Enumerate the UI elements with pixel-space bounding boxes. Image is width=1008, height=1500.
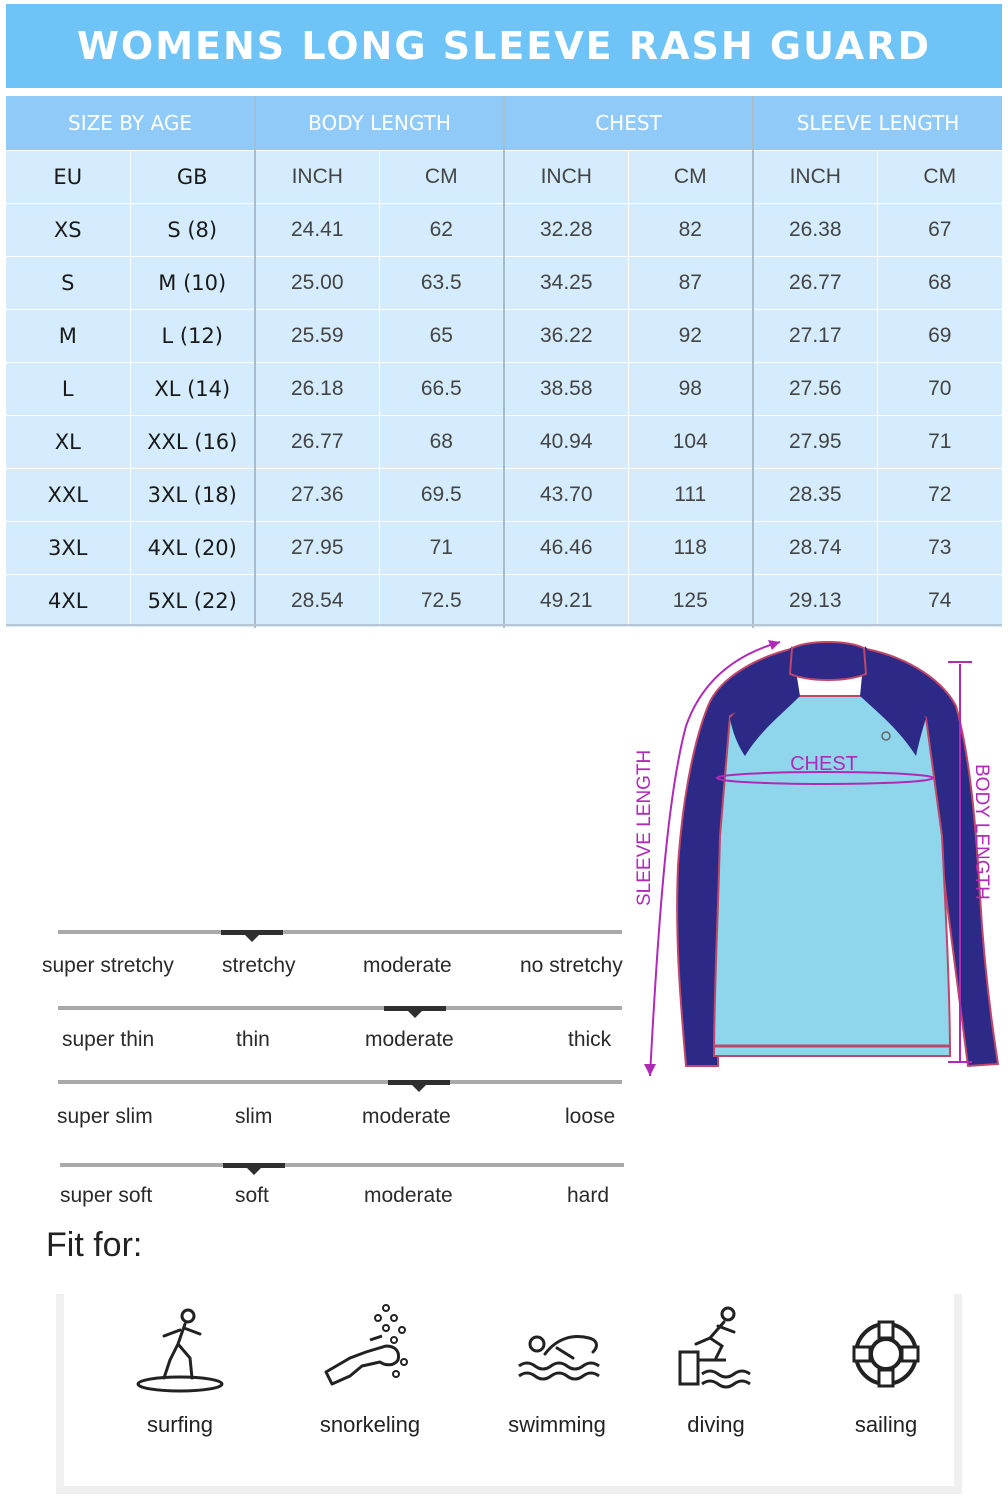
scale-label: stretchy xyxy=(222,954,296,977)
table-row xyxy=(6,522,1002,575)
fit-scale-marker xyxy=(388,1080,450,1085)
cell-body-cm: 62 xyxy=(379,204,504,257)
group-header-sleeve-length: SLEEVE LENGTH xyxy=(753,96,1002,151)
cell-chest-inch: 46.46 xyxy=(504,522,628,575)
cell-chest-inch: 38.58 xyxy=(504,363,628,416)
table-bottom-border xyxy=(6,624,1002,626)
unit-header-chest-inch: INCH xyxy=(504,151,628,204)
size-chart-table xyxy=(6,96,1002,628)
surfing-icon xyxy=(130,1300,230,1400)
cell-sleeve-cm: 68 xyxy=(877,257,1002,310)
table-row xyxy=(6,575,1002,628)
activity-label-sailing: sailing xyxy=(854,1412,918,1437)
body-length-label: BODY LENGTH xyxy=(971,764,992,900)
scale-label: super soft xyxy=(60,1184,153,1207)
table-group-header-row xyxy=(6,96,1002,151)
cell-gb: M (10) xyxy=(130,257,255,310)
scale-label: moderate xyxy=(365,1028,454,1051)
chest-label: CHEST xyxy=(790,753,858,775)
cell-chest-cm: 118 xyxy=(628,522,753,575)
cell-sleeve-inch: 27.56 xyxy=(753,363,877,416)
activity-snorkeling xyxy=(290,1300,450,1400)
cell-body-inch: 24.41 xyxy=(255,204,379,257)
sleeve-measure-arrow-bottom xyxy=(644,1064,656,1076)
scale-label: moderate xyxy=(362,1105,451,1128)
activity-diving xyxy=(636,1300,796,1400)
cell-eu: 4XL xyxy=(6,575,130,628)
cell-eu: XS xyxy=(6,204,130,257)
cell-sleeve-inch: 26.77 xyxy=(753,257,877,310)
scale-label: hard xyxy=(567,1184,610,1207)
cell-eu: L xyxy=(6,363,130,416)
cell-body-inch: 27.95 xyxy=(255,522,379,575)
scale-label: super thin xyxy=(62,1028,155,1051)
scale-label: moderate xyxy=(363,954,452,977)
cell-body-cm: 68 xyxy=(379,416,504,469)
stretch-scale-marker xyxy=(221,930,283,935)
scale-label: thick xyxy=(568,1028,612,1051)
cell-sleeve-inch: 29.13 xyxy=(753,575,877,628)
rash-guard-diagram xyxy=(620,636,1004,1086)
cell-eu: XXL xyxy=(6,469,130,522)
cell-body-cm: 63.5 xyxy=(379,257,504,310)
table-row xyxy=(6,469,1002,522)
cell-eu: S xyxy=(6,257,130,310)
unit-header-chest-cm: CM xyxy=(628,151,753,204)
activity-label-surfing: surfing xyxy=(146,1412,214,1437)
softness-scale-marker xyxy=(223,1163,285,1168)
cell-sleeve-cm: 69 xyxy=(877,310,1002,363)
cell-body-cm: 65 xyxy=(379,310,504,363)
cell-chest-inch: 36.22 xyxy=(504,310,628,363)
scale-label: soft xyxy=(235,1184,269,1207)
cell-body-cm: 71 xyxy=(379,522,504,575)
cell-sleeve-inch: 28.35 xyxy=(753,469,877,522)
cell-chest-inch: 40.94 xyxy=(504,416,628,469)
activity-label-snorkeling: snorkeling xyxy=(319,1412,421,1437)
unit-header-gb: GB xyxy=(130,151,255,204)
activity-surfing xyxy=(100,1300,260,1400)
cell-sleeve-cm: 71 xyxy=(877,416,1002,469)
table-row xyxy=(6,310,1002,363)
cell-sleeve-cm: 70 xyxy=(877,363,1002,416)
cell-body-cm: 72.5 xyxy=(379,575,504,628)
table-row xyxy=(6,257,1002,310)
page-title: WOMENS LONG SLEEVE RASH GUARD xyxy=(76,24,932,68)
cell-gb: L (12) xyxy=(130,310,255,363)
unit-header-eu: EU xyxy=(6,151,130,204)
cell-gb: XXL (16) xyxy=(130,416,255,469)
thickness-scale-track xyxy=(58,1006,622,1010)
cell-chest-cm: 104 xyxy=(628,416,753,469)
activity-label-diving: diving xyxy=(687,1412,745,1437)
scale-label: moderate xyxy=(364,1184,453,1207)
cell-chest-cm: 111 xyxy=(628,469,753,522)
cell-sleeve-cm: 72 xyxy=(877,469,1002,522)
fit-for-title: Fit for: xyxy=(46,1226,143,1264)
table-unit-header-row xyxy=(6,151,1002,204)
group-header-body-length: BODY LENGTH xyxy=(255,96,504,151)
snorkeling-icon xyxy=(320,1300,420,1400)
cell-chest-inch: 49.21 xyxy=(504,575,628,628)
cell-gb: XL (14) xyxy=(130,363,255,416)
cell-body-inch: 26.77 xyxy=(255,416,379,469)
cell-body-inch: 28.54 xyxy=(255,575,379,628)
cell-chest-inch: 34.25 xyxy=(504,257,628,310)
lifebuoy-icon xyxy=(836,1300,936,1400)
thickness-scale-marker xyxy=(384,1006,446,1011)
activity-label-swimming: swimming xyxy=(508,1412,606,1437)
activity-swimming xyxy=(477,1300,637,1400)
cell-eu: M xyxy=(6,310,130,363)
sleeve-length-label: SLEEVE LENGTH xyxy=(634,749,655,906)
group-header-chest: CHEST xyxy=(504,96,753,151)
cell-body-inch: 26.18 xyxy=(255,363,379,416)
diving-icon xyxy=(666,1300,766,1400)
scale-label: loose xyxy=(565,1105,616,1128)
cell-sleeve-inch: 27.95 xyxy=(753,416,877,469)
cell-chest-cm: 92 xyxy=(628,310,753,363)
collar xyxy=(790,642,866,680)
cell-body-inch: 25.00 xyxy=(255,257,379,310)
scale-label: super stretchy xyxy=(42,954,174,977)
swimming-icon xyxy=(507,1300,607,1400)
cell-sleeve-cm: 67 xyxy=(877,204,1002,257)
cell-sleeve-inch: 27.17 xyxy=(753,310,877,363)
cell-chest-cm: 125 xyxy=(628,575,753,628)
stretch-scale-track xyxy=(58,930,622,934)
cell-chest-cm: 82 xyxy=(628,204,753,257)
cell-eu: 3XL xyxy=(6,522,130,575)
unit-header-sleeve-cm: CM xyxy=(877,151,1002,204)
activity-sailing xyxy=(806,1300,966,1400)
fit-scale-track xyxy=(58,1080,622,1084)
cell-sleeve-cm: 73 xyxy=(877,522,1002,575)
cell-sleeve-inch: 28.74 xyxy=(753,522,877,575)
cell-body-cm: 69.5 xyxy=(379,469,504,522)
cell-gb: 5XL (22) xyxy=(130,575,255,628)
scale-label: thin xyxy=(236,1028,270,1051)
table-row xyxy=(6,416,1002,469)
cell-gb: 4XL (20) xyxy=(130,522,255,575)
scale-label: slim xyxy=(235,1105,273,1128)
scale-label: no stretchy xyxy=(520,954,623,977)
cell-gb: S (8) xyxy=(130,204,255,257)
unit-header-sleeve-inch: INCH xyxy=(753,151,877,204)
title-banner xyxy=(6,4,1002,88)
unit-header-body-inch: INCH xyxy=(255,151,379,204)
softness-scale-track xyxy=(60,1163,624,1167)
unit-header-body-cm: CM xyxy=(379,151,504,204)
cell-chest-inch: 32.28 xyxy=(504,204,628,257)
cell-sleeve-inch: 26.38 xyxy=(753,204,877,257)
cell-sleeve-cm: 74 xyxy=(877,575,1002,628)
cell-chest-cm: 98 xyxy=(628,363,753,416)
scale-label: super slim xyxy=(57,1105,153,1128)
cell-body-inch: 27.36 xyxy=(255,469,379,522)
cell-body-inch: 25.59 xyxy=(255,310,379,363)
cell-gb: 3XL (18) xyxy=(130,469,255,522)
cell-chest-cm: 87 xyxy=(628,257,753,310)
cell-body-cm: 66.5 xyxy=(379,363,504,416)
group-header-size-by-age: SIZE BY AGE xyxy=(6,96,255,151)
table-row xyxy=(6,363,1002,416)
table-row xyxy=(6,204,1002,257)
cell-chest-inch: 43.70 xyxy=(504,469,628,522)
cell-eu: XL xyxy=(6,416,130,469)
